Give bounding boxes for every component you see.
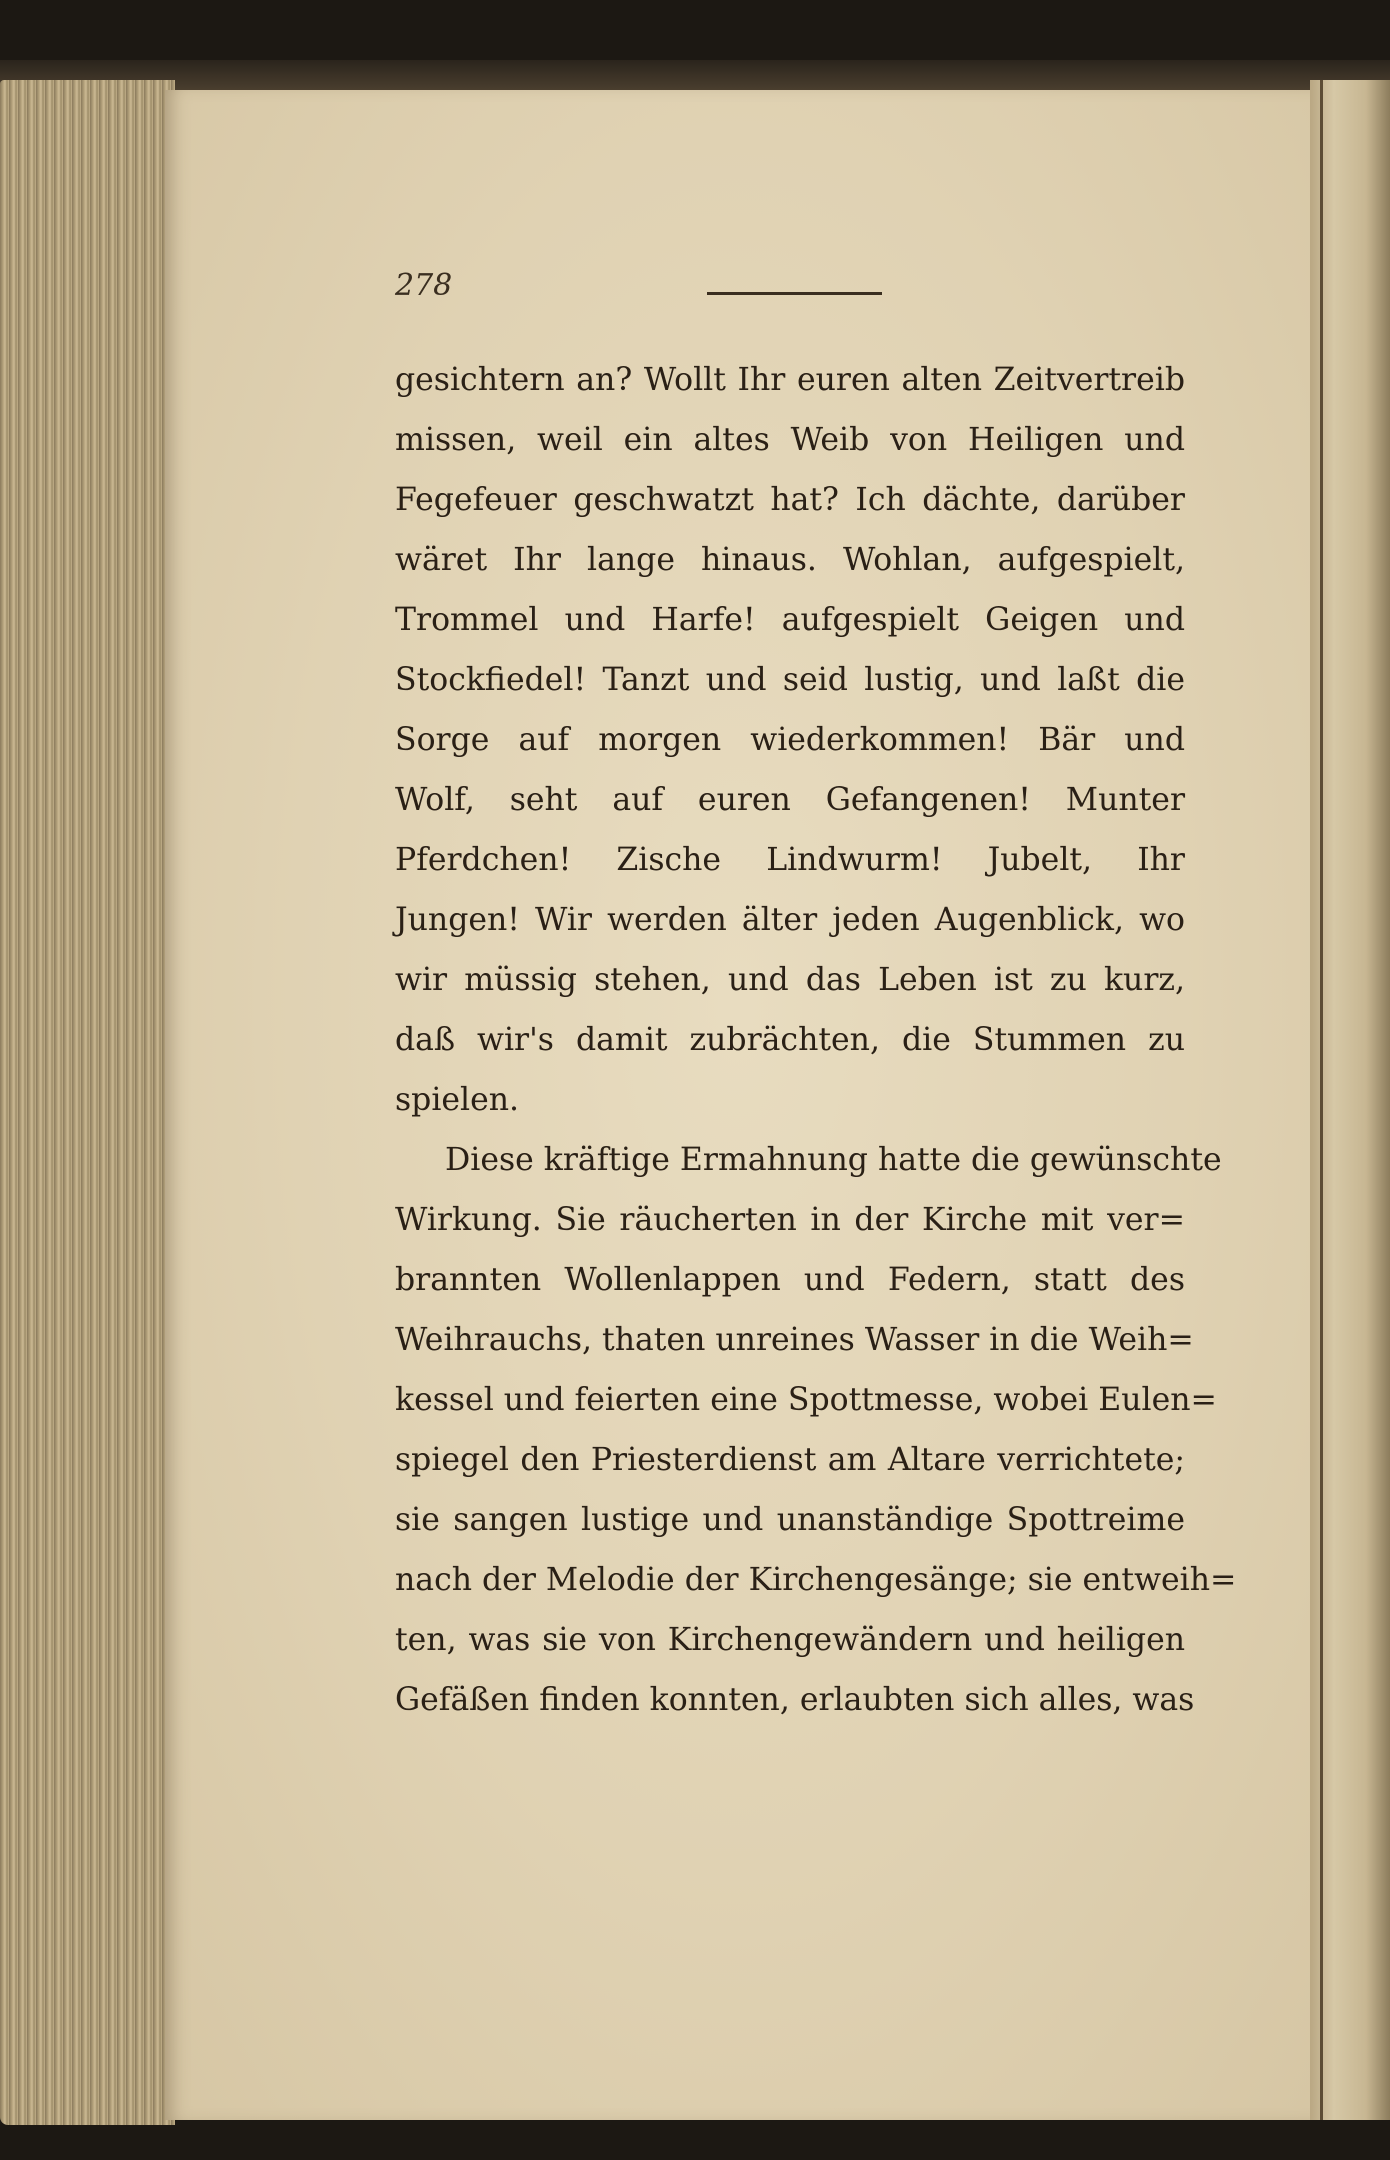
text-line: Weihrauchs, thaten unreines Wasser in die Weih= (395, 1322, 1194, 1358)
page-edges-left (0, 80, 175, 2125)
text-line: wäret Ihr lange hinaus. Wohlan, aufgespielt, (395, 542, 1185, 578)
page-fold (1320, 80, 1323, 2120)
text-line: nach der Melodie der Kirchengesänge; sie entweih= (395, 1562, 1237, 1598)
text-line: gesichtern an? Wollt Ihr euren alten Zeitvertreib (395, 362, 1185, 398)
text-line: Wolf, seht auf euren Gefangenen! Munter (395, 782, 1185, 818)
text-line: Pferdchen! Zische Lindwurm! Jubelt, Ihr (395, 842, 1185, 878)
text-line: missen, weil ein altes Weib von Heiligen und (395, 422, 1185, 458)
text-line: sie sangen lustige und unanständige Spottreime (395, 1502, 1185, 1538)
text-line: ten, was sie von Kirchengewändern und heiligen (395, 1622, 1185, 1658)
text-line: brannten Wollenlappen und Federn, statt des (395, 1262, 1185, 1298)
text-line: spiegel den Priesterdienst am Altare verrichtete; (395, 1442, 1185, 1478)
text-line: spielen. (395, 1082, 520, 1118)
text-line: Fegefeuer geschwatzt hat? Ich dächte, darüber (395, 482, 1185, 518)
text-line: Trommel und Harfe! aufgespielt Geigen und (395, 602, 1185, 638)
text-line: Diese kräftige Ermahnung hatte die gewünschte (445, 1142, 1222, 1178)
header-rule (707, 292, 882, 295)
binding-top-edge (0, 60, 1390, 90)
page-header (395, 268, 895, 318)
text-line: wir müssig stehen, und das Leben ist zu kurz, (395, 962, 1185, 998)
page-number: 278 (395, 268, 453, 303)
text-line: kessel und feierten eine Spottmesse, wobei Eulen= (395, 1382, 1217, 1418)
text-line: Wirkung. Sie räucherten in der Kirche mit ver= (395, 1202, 1185, 1238)
page-edge-right (1310, 80, 1390, 2120)
text-line: Stockfiedel! Tanzt und seid lustig, und laßt die (395, 662, 1185, 698)
text-line: Gefäßen finden konnten, erlaubten sich alles, was (395, 1682, 1195, 1718)
text-line: Sorge auf morgen wiederkommen! Bär und (395, 722, 1185, 758)
body-text (395, 350, 1237, 1730)
text-line: Jungen! Wir werden älter jeden Augenblick, wo (395, 902, 1185, 938)
text-line: daß wir's damit zubrächten, die Stummen zu (395, 1022, 1185, 1058)
